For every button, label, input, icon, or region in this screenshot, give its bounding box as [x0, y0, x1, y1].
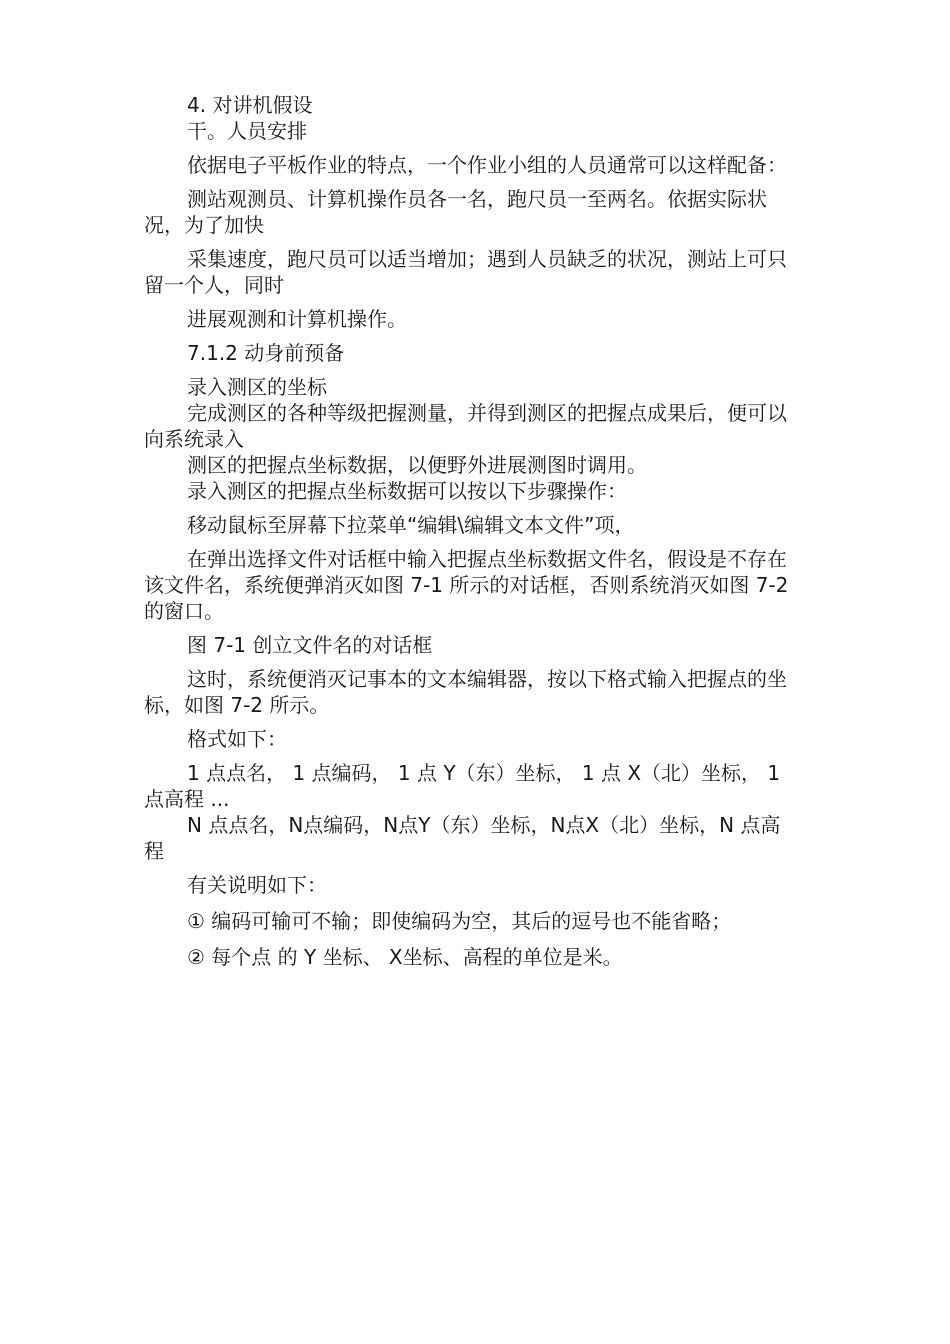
- figure-caption-7-1: 图 7-1 创立文件名的对话框: [187, 633, 433, 657]
- note-item-1: ① 编码可输可不输；即使编码为空，其后的逗号也不能省略；: [187, 909, 732, 933]
- paragraph-control-survey: 完成测区的各种等级把握测量，并得到测区的把握点成果后，便可以向系统录入: [144, 401, 787, 451]
- paragraph-staffing-roles: 测站观测员、计算机操作员各一名，跑尺员一至两名。依据实际状况，为了加快: [144, 187, 767, 237]
- paragraph-step-dialog: 在弹出选择文件对话框中输入把握点坐标数据文件名，假设是不存在该文件名，系统便弹消灭如图 7-1 所示的对话框，否则系统消灭如图 7-2 的窗口。: [144, 547, 789, 623]
- paragraph-notepad-editor: 这时，系统便消灭记事本的文本编辑器，按以下格式输入把握点的坐标，如图 7-2 所示。: [144, 667, 787, 717]
- document-body: [144, 92, 796, 970]
- paragraph-staffing-operation: 进展观测和计算机操作。: [187, 307, 407, 331]
- section-heading-staffing: 干。人员安排: [187, 119, 307, 143]
- note-item-2: ② 每个点 的 Y 坐标、 X坐标、高程的单位是米。: [187, 945, 623, 969]
- paragraph-staffing-speed: 采集速度，跑尺员可以适当增加；遇到人员缺乏的状况，测站上可只留一个人，同时: [144, 247, 787, 297]
- paragraph-notes-label: 有关说明如下：: [187, 873, 327, 897]
- subheading-enter-coordinates: 录入测区的坐标: [187, 375, 327, 399]
- paragraph-step-menu: 移动鼠标至屏幕下拉菜单“编辑\编辑文本文件”项，: [187, 513, 635, 537]
- paragraph-format-line-n: N 点点名，N点编码，N点Y（东）坐标，N点X（北）坐标，N 点高程: [144, 813, 781, 863]
- paragraph-format-line-1: 1 点点名， 1 点编码， 1 点 Y（东）坐标， 1 点 X（北）坐标， 1 点高程 ...: [144, 761, 781, 811]
- paragraph-steps-intro: 录入测区的把握点坐标数据可以按以下步骤操作：: [187, 479, 627, 503]
- paragraph-staffing-intro: 依据电子平板作业的特点，一个作业小组的人员通常可以这样配备：: [187, 153, 787, 177]
- list-item-walkie-talkie: 4. 对讲机假设: [187, 93, 313, 117]
- paragraph-format-label: 格式如下：: [187, 727, 287, 751]
- section-heading-preparation: 7.1.2 动身前预备: [187, 341, 345, 365]
- paragraph-field-use: 测区的把握点坐标数据，以便野外进展测图时调用。: [187, 453, 647, 477]
